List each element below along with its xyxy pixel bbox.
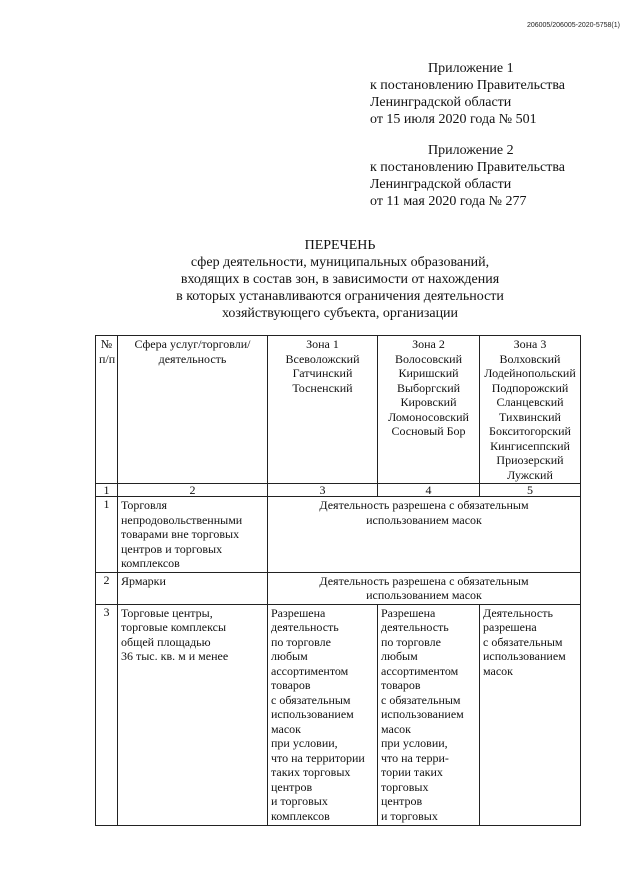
column-index: 1 (96, 484, 118, 497)
appendix-1-heading: Приложение 1 (428, 61, 514, 76)
merged-line: Деятельность разрешена с обязательным (319, 498, 529, 512)
zone-2-text: по торговле (381, 634, 441, 649)
sphere-line: торговые комплексы (121, 620, 227, 634)
document-title (100, 237, 580, 322)
zone-1-text: с обязательным (271, 692, 351, 707)
title-line: входящих в состав зон, в зависимости от нахождения (180, 272, 500, 287)
zone-3-line: Бокситогорский (489, 424, 571, 438)
zone-1-text: что на территории (271, 750, 365, 765)
zone-3-line: Кингисеппский (490, 438, 570, 453)
zone-2-text: ассортиментом (381, 663, 459, 678)
row-zone-2 (378, 604, 480, 825)
header-zone-1 (268, 336, 378, 484)
appendix-2-block (370, 142, 565, 210)
appendix-1-line: от 15 июля 2020 года № 501 (370, 112, 537, 127)
zone-2-text: масок (381, 721, 411, 736)
zone-2-text: при условии, (381, 736, 448, 750)
zone-1-text: комплексов (271, 808, 330, 823)
table-header-row (96, 336, 581, 484)
header-sphere-line: Сфера услуг/торговли/ (134, 337, 251, 351)
appendix-1-line: к постановлению Правительства (370, 78, 566, 93)
header-num (96, 336, 118, 484)
zone-1-text: товаров (271, 678, 311, 692)
zone-1-text: ассортиментом (271, 663, 349, 678)
zone-2-line: Кировский (400, 395, 457, 409)
zone-2-text: торговых (381, 779, 429, 794)
sphere-line: общей площадью (121, 634, 211, 649)
appendix-1-line: Ленинградской области (370, 95, 512, 110)
merged-line: Деятельность разрешена с обязательным (319, 573, 529, 588)
column-index: 3 (268, 484, 378, 497)
zone-2-text: Разрешена (381, 605, 436, 620)
zone-2-text: деятельность (381, 620, 449, 634)
zone-3-text: разрешена (483, 620, 537, 634)
sphere-line: Торговые центры, (121, 605, 213, 620)
column-index-row (96, 484, 581, 497)
zone-3-text: масок (483, 663, 513, 678)
appendix-1-block (370, 60, 565, 128)
zone-1-text: Разрешена (271, 605, 326, 620)
zone-2-text: что на терри- (381, 750, 449, 765)
table-row (96, 604, 581, 825)
zone-1-text: масок (271, 721, 301, 736)
zone-2-line: Ломоносовский (388, 409, 469, 424)
header-sphere-line: деятельность (158, 351, 227, 366)
row-sphere (118, 604, 268, 825)
sphere-line: комплексов (121, 556, 180, 570)
zone-3-line: Подпорожский (491, 380, 569, 395)
sphere-line: Ярмарки (121, 573, 166, 588)
zone-3-text: использованием (483, 649, 566, 663)
merged-line: использованием масок (366, 588, 482, 602)
zone-1-line: Тосненский (292, 380, 353, 395)
row-sphere (118, 572, 268, 604)
zone-3-line: Сланцевский (496, 395, 564, 409)
appendix-2-line: к постановлению Правительства (370, 160, 566, 175)
zone-1-text: по торговле (271, 634, 331, 649)
row-merged-zones (268, 497, 581, 573)
zone-1-text: деятельность (271, 620, 339, 634)
zone-2-line: Волосовский (394, 351, 463, 366)
sphere-line: Торговля (121, 498, 168, 512)
zone-3-line: Зона 3 (513, 337, 547, 351)
zone-1-line: Зона 1 (306, 337, 339, 351)
zone-2-line: Выборгский (396, 380, 461, 395)
row-sphere (118, 497, 268, 573)
title-line: хозяйствующего субъекта, организации (221, 306, 459, 321)
merged-line: использованием масок (366, 512, 482, 527)
column-index: 4 (378, 484, 480, 497)
sphere-line: товарами вне торговых (121, 527, 240, 541)
title-line: в которых устанавливаются ограничения деятельности (176, 289, 504, 304)
zone-2-text: использованием (381, 707, 464, 721)
zone-3-text: с обязательным (483, 634, 563, 649)
table-row (96, 572, 581, 604)
zone-3-line: Лужский (507, 467, 553, 482)
column-index: 5 (480, 484, 581, 497)
zone-1-line: Гатчинский (292, 366, 353, 380)
zone-3-line: Тихвинский (499, 409, 561, 424)
header-zone-2 (378, 336, 480, 484)
document-id: 206005/206005-2020-5758(1) (526, 22, 620, 29)
zone-2-text: любым (381, 649, 418, 663)
zone-2-text: центров (381, 794, 423, 808)
zones-table (95, 335, 581, 826)
row-zone-1 (268, 604, 378, 825)
header-zone-3 (480, 336, 581, 484)
row-zone-3 (480, 604, 581, 825)
zone-1-text: центров (271, 779, 313, 794)
row-num: 1 (96, 497, 118, 573)
zone-1-text: использованием (271, 707, 354, 721)
column-index: 2 (118, 484, 268, 497)
header-num-line: п/п (99, 351, 116, 366)
zone-2-text: и торговых (381, 808, 438, 823)
table-row (96, 497, 581, 573)
zone-2-text: товаров (381, 678, 421, 692)
title-heading: ПЕРЕЧЕНЬ (304, 238, 376, 253)
zone-3-line: Лодейнопольский (484, 366, 576, 380)
row-num: 3 (96, 604, 118, 825)
zone-3-line: Приозерский (496, 453, 564, 467)
appendix-2-heading: Приложение 2 (428, 143, 514, 158)
header-sphere (118, 336, 268, 484)
zone-1-text: любым (271, 649, 308, 663)
appendix-2-line: от 11 мая 2020 года № 277 (370, 194, 527, 209)
zone-1-text: таких торговых (271, 765, 351, 779)
zone-2-text: тории таких (381, 765, 443, 779)
zone-1-text: при условии, (271, 736, 338, 750)
zone-3-text: Деятельность (483, 605, 553, 620)
zone-2-line: Зона 2 (412, 337, 445, 351)
row-merged-zones (268, 572, 581, 604)
title-line: сфер деятельности, муниципальных образований, (190, 255, 490, 270)
sphere-line: центров и торговых (121, 541, 223, 556)
zone-2-line: Киришский (398, 366, 459, 380)
zone-1-text: и торговых (271, 794, 328, 808)
sphere-line: 36 тыс. кв. м и менее (121, 649, 229, 663)
sphere-line: непродовольственными (121, 512, 243, 527)
zone-2-text: с обязательным (381, 692, 461, 707)
header-num-line: № (100, 337, 113, 351)
zone-1-line: Всеволожский (285, 351, 360, 366)
appendix-2-line: Ленинградской области (370, 177, 512, 192)
zone-3-line: Волховский (499, 351, 561, 366)
zone-2-line: Сосновый Бор (391, 424, 466, 438)
row-num: 2 (96, 572, 118, 604)
